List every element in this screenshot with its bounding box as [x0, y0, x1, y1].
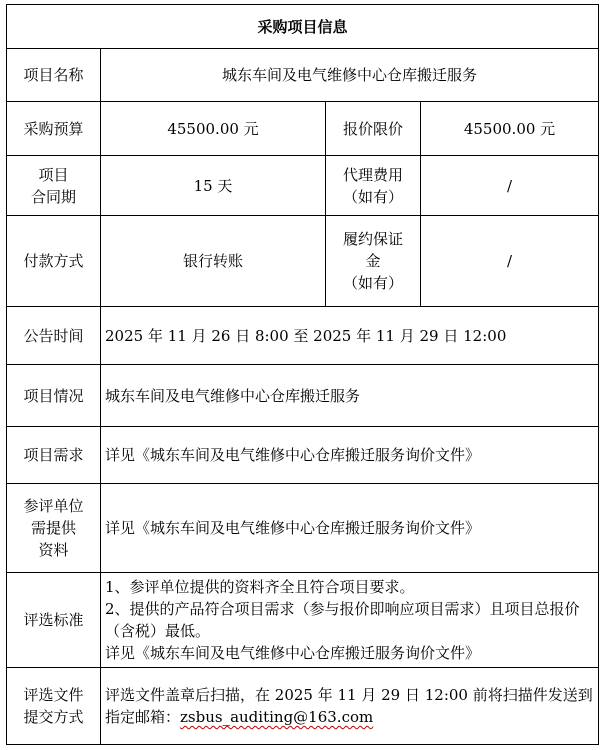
agency-fee-label-line1: 代理费用 — [342, 165, 403, 184]
announce-time-value: 2025 年 11 月 26 日 8:00 至 2025 年 11 月 29 日 12:00 — [101, 307, 599, 365]
table-title: 采购项目信息 — [7, 5, 599, 49]
criteria-line-1: 1、参评单位提供的资料齐全且符合项目要求。 — [105, 578, 415, 596]
deposit-label-line1: 履约保证 — [342, 230, 403, 248]
contract-period-value: 15 天 — [101, 156, 326, 216]
submission-method-value — [101, 668, 599, 745]
criteria-line-3: 详见《城东车间及电气维修中心仓库搬迁服务询价文件》 — [105, 644, 481, 662]
project-situation-label: 项目情况 — [7, 365, 101, 427]
materials-label-line2: 需提供 — [30, 519, 76, 537]
payment-method-label: 付款方式 — [7, 216, 101, 307]
project-situation-value: 城东车间及电气维修中心仓库搬迁服务 — [101, 365, 599, 427]
agency-fee-label — [326, 156, 421, 216]
submission-label-line1: 评选文件 — [23, 686, 84, 704]
project-requirements-value: 详见《城东车间及电气维修中心仓库搬迁服务询价文件》 — [101, 427, 599, 484]
payment-method-value: 银行转账 — [101, 216, 326, 307]
contract-period-label — [7, 156, 101, 216]
agency-fee-value: / — [421, 156, 599, 216]
required-materials-value: 详见《城东车间及电气维修中心仓库搬迁服务询价文件》 — [101, 484, 599, 573]
price-limit-value: 45500.00 元 — [421, 102, 599, 156]
performance-deposit-value: / — [421, 216, 599, 307]
announce-time-label: 公告时间 — [7, 307, 101, 365]
project-requirements-label: 项目需求 — [7, 427, 101, 484]
contract-period-label-line1: 项目 — [38, 165, 69, 184]
project-name-label: 项目名称 — [7, 49, 101, 102]
evaluation-criteria-value — [101, 573, 599, 668]
submission-label-line2: 提交方式 — [23, 708, 84, 726]
evaluation-criteria-label: 评选标准 — [7, 573, 101, 668]
required-materials-label — [7, 484, 101, 573]
performance-deposit-label — [326, 216, 421, 307]
budget-value: 45500.00 元 — [101, 102, 326, 156]
materials-label-line3: 资料 — [38, 541, 69, 559]
deposit-label-line3: （如有） — [342, 274, 403, 292]
criteria-line-2: 2、提供的产品符合项目需求（参与报价即响应项目需求）且项目总报价（含税）最低。 — [105, 600, 580, 640]
price-limit-label: 报价限价 — [326, 102, 421, 156]
submission-method-label — [7, 668, 101, 745]
materials-label-line1: 参评单位 — [23, 497, 84, 515]
project-name-value: 城东车间及电气维修中心仓库搬迁服务 — [101, 49, 599, 102]
contract-period-label-line2: 合同期 — [30, 187, 76, 206]
deposit-label-line2: 金 — [365, 252, 381, 270]
procurement-info-table — [6, 4, 599, 745]
budget-label: 采购预算 — [7, 102, 101, 156]
agency-fee-label-line2: （如有） — [342, 187, 403, 206]
submission-email: zsbus_auditing@163.com — [180, 708, 374, 726]
submission-text: 评选文件盖章后扫描，在 2025 年 11 月 29 日 12:00 前将扫描件发送到指定邮箱： — [105, 686, 593, 726]
